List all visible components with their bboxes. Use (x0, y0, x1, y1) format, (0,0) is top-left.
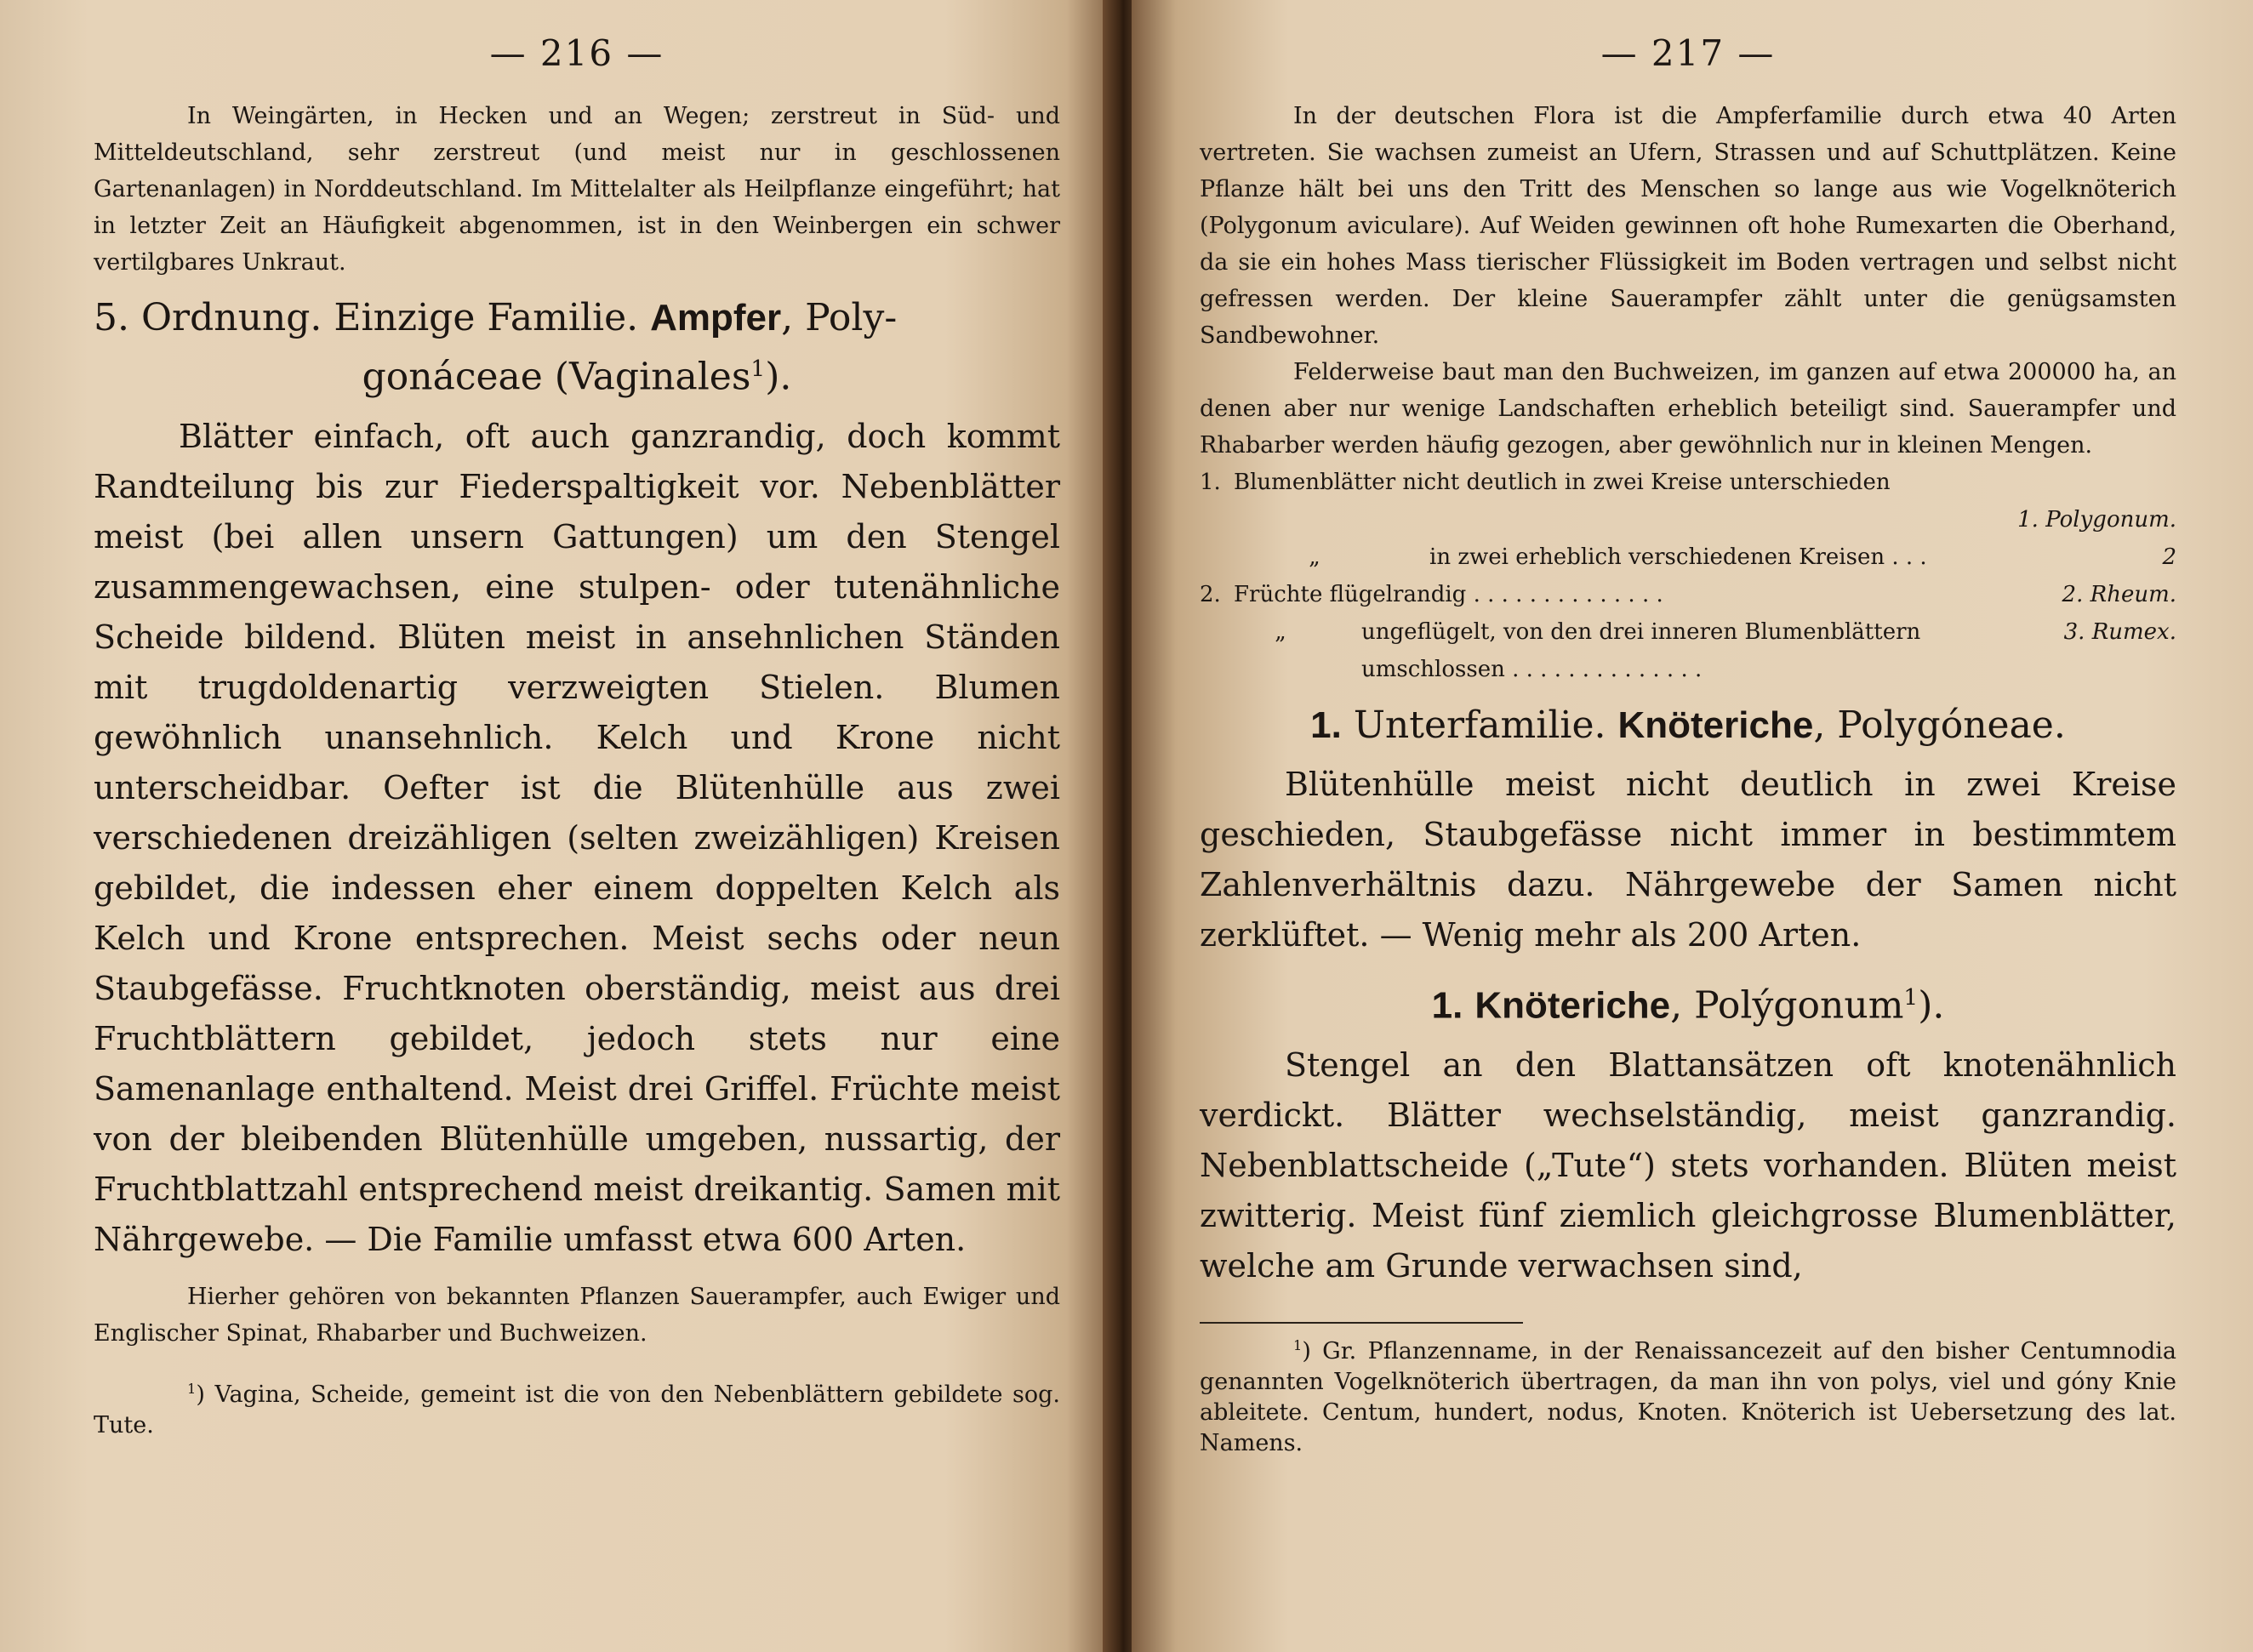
footnote-ref: 1 (1903, 984, 1919, 1011)
footnote-mark: 1 (187, 1380, 197, 1397)
identification-key (1200, 464, 2176, 688)
genus-description: Stengel an den Blattansätzen oft knotenähnlich verdickt. Blätter wechselständig, meist ganzrandig. Nebenblattscheide („Tute“) stets vorhanden. Blüten meist zwitterig. Meist fünf ziemlich gleichgrosse Blumenblätter, welche am Grunde verwachsen sind, (1200, 1045, 2176, 1285)
key-number: 1. (1200, 470, 1221, 495)
family-note: Hierher gehören von bekannten Pflanzen Sauerampfer, auch Ewiger und Englischer Spinat, Rhabarber und Buchweizen. (94, 1283, 1060, 1347)
footnote (1200, 1330, 2176, 1459)
footnote-text: ) Vagina, Scheide, gemeint ist die von den Nebenblättern gebildete sog. Tute. (94, 1381, 1060, 1438)
flora-paragraph: In der deutschen Flora ist die Ampferfamilie durch etwa 40 Arten vertreten. Sie wachsen zumeist an Ufern, Strassen und auf Schuttplätzen. Keine Pflanze hält bei uns den Tritt des Menschen so lange aus wie Vogelknöterich (Polygonum aviculare). Auf Weiden gewinnen oft hohe Rumexarten die Oberhand, da sie ein hohes Mass tierischer Flüssigkeit im Boden vertragen und selbst nicht gefressen werden. Der kleine Sauerampfer zählt unter die genügsamsten Sandbewohner. (1200, 103, 2176, 349)
key-text: Früchte flügelrandig . . . . . . . . . . . . . . (1234, 582, 1663, 607)
order-heading (94, 293, 1060, 403)
subfamily-latin: , Polygóneae. (1813, 704, 2066, 747)
page-number: — 216 — (489, 32, 664, 74)
subfamily-heading (1200, 700, 2176, 751)
key-row (1200, 613, 2176, 688)
footnote-text: ) Gr. Pflanzenname, in der Renaissancezeit auf den bisher Centumnodia genannten Vogelknöterich übertragen, da man ihn von polys, viel und góny Knie ableitete. Centum, hundert, nodus, Knoten. Knöterich ist Uebersetzung des lat. Namens. (1200, 1337, 2176, 1456)
family-description: Blätter einfach, oft auch ganzrandig, doch kommt Randteilung bis zur Fiederspaltigkeit vor. Nebenblätter meist (bei allen unsern Gattungen) um den Stengel zusammengewachsen, eine stulpen- oder tutenähnliche Scheide bildend. Blüten meist in ansehnlichen Ständen mit trugdoldenartig verzweigten Stielen. Blumen gewöhnlich unansehnlich. Kelch und Krone nicht unterscheidbar. Oefter ist die Blütenhülle aus zwei verschiedenen dreizähligen (selten zweizähligen) Kreisen gebildet, die indessen eher einem doppelten Kelch als Kelch und Krone entsprechen. Meist sechs oder neun Staubgefässe. Fruchtknoten oberständig, meist aus drei Fruchtblättern gebildet, jedoch stets nur eine Samenanlage enthaltend. Meist drei Griffel. Früchte meist von der bleibenden Blütenhülle umgeben, nussartig, der Fruchtblattzahl entsprechend meist dreikantig. Samen mit Nährgewebe. — Die Familie umfasst etwa 600 Arten. (94, 417, 1060, 1258)
key-row (1200, 576, 2176, 613)
intro-paragraph (94, 98, 1060, 281)
page-number: — 217 — (1600, 32, 1776, 74)
key-reference: 1. Polygonum. (2017, 507, 2176, 533)
footnote (94, 1374, 1060, 1441)
family-latin: , Poly- (781, 296, 898, 339)
heading-end: ). (1918, 983, 1945, 1028)
subfamily-label: Unterfamilie. (1353, 704, 1606, 747)
right-page (1132, 0, 2253, 1652)
genus-heading (1200, 972, 2176, 1032)
left-page (0, 0, 1111, 1652)
key-text: in zwei erheblich verschiedenen Kreisen . . . (1429, 544, 1927, 570)
key-reference: 3. Rumex. (2063, 619, 2176, 645)
subfamily-number: 1. (1310, 704, 1342, 746)
key-row (1200, 464, 2176, 501)
family-name: Ampfer (650, 297, 782, 339)
footnote-ref: 1 (750, 356, 766, 382)
order-heading-text: 5. Ordnung. Einzige Familie. (94, 296, 639, 339)
intro-line: und Mitteldeutschland, sehr zerstreut (und meist nur in geschlossenen (94, 103, 1060, 166)
genus-latin: , Polýgonum (1670, 983, 1904, 1028)
key-ditto-mark: „ (1275, 619, 1286, 645)
footnote-rule (1200, 1322, 1523, 1324)
key-text: Blumenblätter nicht deutlich in zwei Kreise unterschieden (1234, 470, 1891, 495)
family-latin-cont: gonáceae (Vaginales (362, 355, 751, 399)
subfamily-name: Knöteriche (1617, 704, 1814, 746)
key-row (1200, 538, 2176, 576)
cultivation-paragraph: Felderweise baut man den Buchweizen, im ganzen auf etwa 200000 ha, an denen aber nur wenige Landschaften erheblich beteiligt sind. Sauerampfer und Rhabarber werden häufig gezogen, aber gewöhnlich nur in kleinen Mengen. (1200, 359, 2176, 459)
intro-line: eingeführt; hat in letzter Zeit an Häufigkeit abgenommen, ist in den (94, 176, 1060, 239)
heading-end: ). (765, 355, 792, 399)
intro-line: In Weingärten, in Hecken und an Wegen; zerstreut in Süd- (187, 103, 995, 129)
footnote-mark: 1 (1293, 1336, 1303, 1353)
intro-line: Weinbergen ein schwer vertilgbares Unkraut. (94, 213, 1061, 276)
genus-number: 1. (1431, 984, 1463, 1027)
key-reference: 2. Rheum. (2062, 582, 2176, 607)
subfamily-description: Blütenhülle meist nicht deutlich in zwei Kreise geschieden, Staubgefässe nicht immer in bestimmtem Zahlenverhältnis dazu. Nährgewebe der Samen nicht zerklüftet. — Wenig mehr als 200 Arten. (1200, 766, 2176, 954)
genus-name: Knöteriche (1474, 984, 1671, 1027)
key-number: 2. (1200, 582, 1221, 607)
order-heading-line2 (94, 344, 1060, 403)
key-reference: 2 (2162, 544, 2176, 570)
key-ditto-mark: „ (1309, 544, 1320, 570)
key-text: ungeflügelt, von den drei inneren Blumenblättern umschlossen . . . . . . . . . . . . . . (1361, 619, 1921, 682)
key-row (1200, 501, 2176, 538)
intro-line: Gartenanlagen) in Norddeutschland. Im Mittelalter als Heilpflanze (94, 176, 877, 202)
